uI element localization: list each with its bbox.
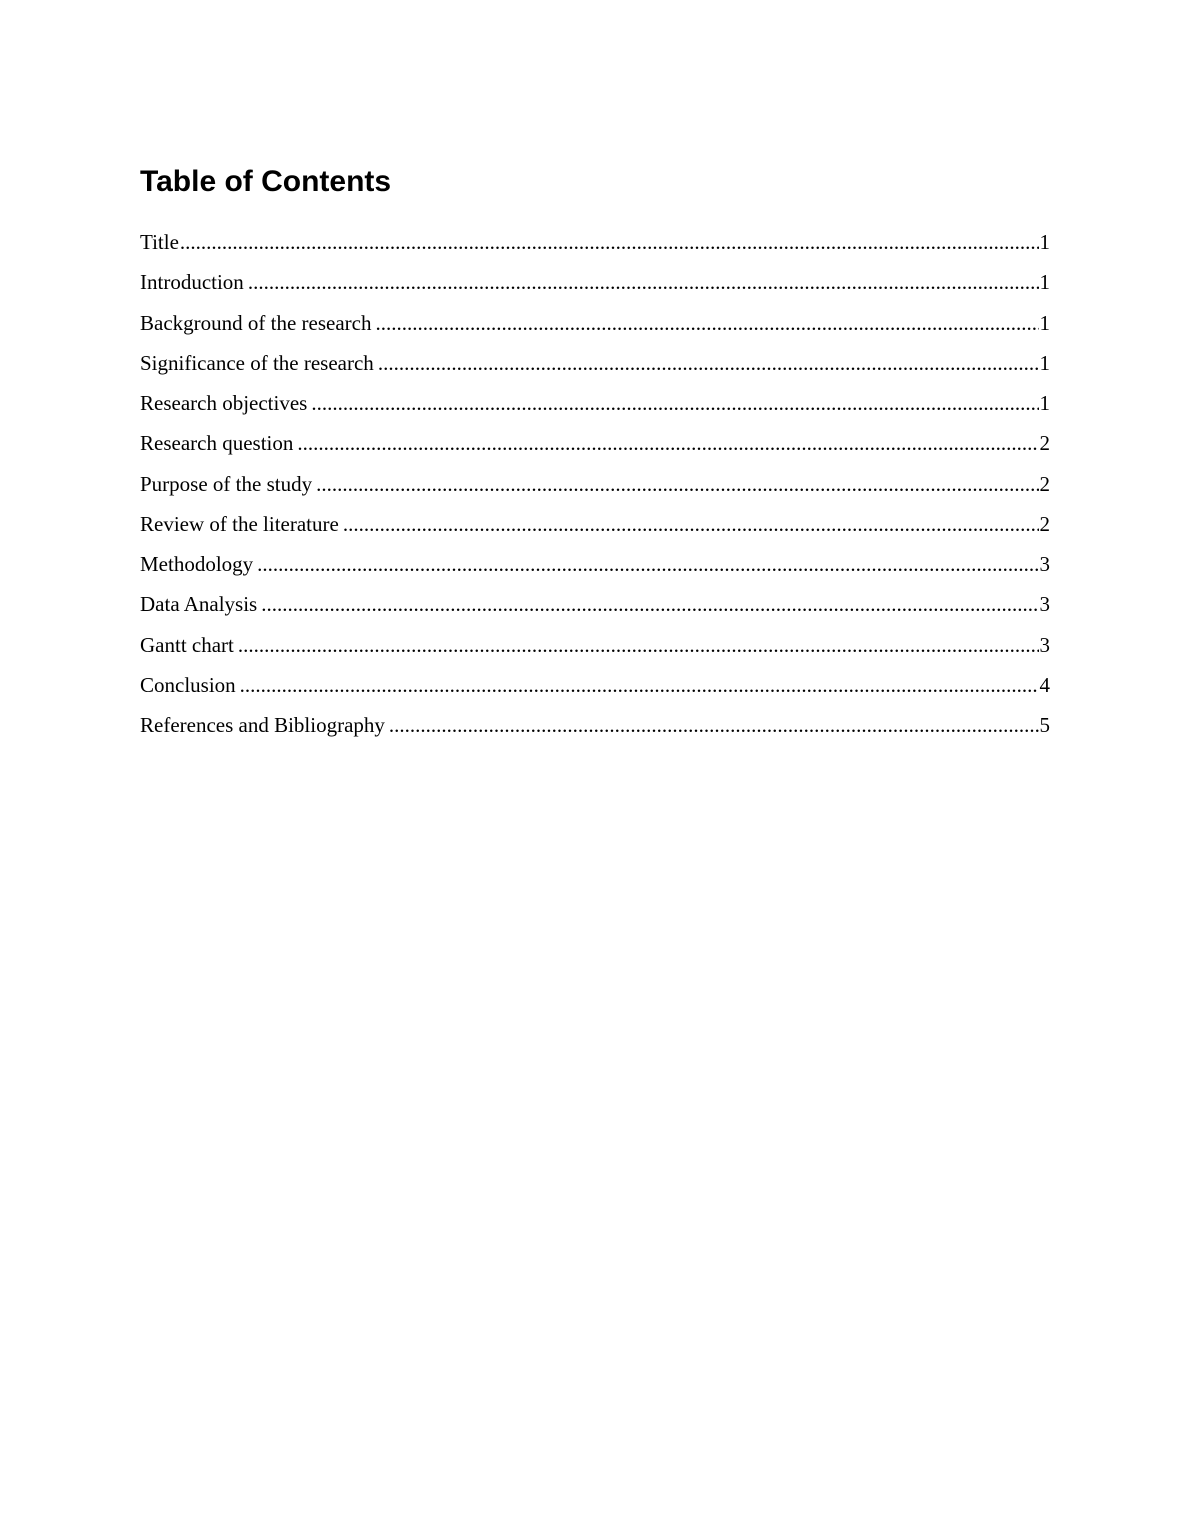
dot-leader (378, 349, 1039, 377)
toc-entry-label: Purpose of the study (140, 471, 313, 496)
toc-entry-page-number: 1 (1039, 230, 1050, 254)
toc-entry-gantt-chart[interactable] (140, 631, 1050, 671)
toc-entry-label: Introduction (140, 270, 244, 295)
toc-entry-page-number: 1 (1039, 310, 1050, 335)
toc-heading: Table of Contents (140, 165, 392, 198)
dot-leader (257, 550, 1038, 578)
toc-entry-page-number: 1 (1039, 270, 1050, 295)
dot-leader (389, 711, 1039, 739)
toc-entry-references[interactable] (140, 711, 1050, 751)
toc-entry-label: Background of the research (140, 310, 372, 335)
toc-entry-label: Significance of the research (140, 350, 374, 375)
dot-leader (297, 429, 1038, 457)
toc-entry-methodology[interactable] (140, 550, 1050, 590)
dot-leader (261, 590, 1038, 618)
dot-leader (316, 470, 1038, 498)
dot-leader (248, 268, 1039, 296)
toc-entry-research-objectives[interactable] (140, 389, 1050, 429)
dot-leader (240, 671, 1039, 699)
toc-entry-significance[interactable] (140, 349, 1050, 389)
toc-entry-page-number: 1 (1039, 350, 1050, 375)
toc-entry-page-number: 3 (1039, 632, 1050, 657)
toc-entry-label: Data Analysis (140, 592, 258, 617)
toc-entry-research-question[interactable] (140, 429, 1050, 469)
toc-entry-label: References and Bibliography (140, 713, 385, 737)
toc-entry-background[interactable] (140, 309, 1050, 349)
toc-entry-page-number: 4 (1039, 672, 1050, 697)
dot-leader (238, 631, 1039, 659)
toc-entry-title[interactable] (140, 228, 1050, 268)
toc-list (140, 228, 1050, 751)
toc-entry-page-number: 2 (1039, 471, 1050, 496)
toc-entry-purpose[interactable] (140, 470, 1050, 510)
toc-entry-page-number: 5 (1039, 713, 1050, 737)
toc-entry-label: Research question (140, 431, 294, 456)
toc-entry-page-number: 1 (1039, 391, 1050, 415)
toc-entry-page-number: 2 (1039, 511, 1050, 536)
toc-entry-label: Gantt chart (140, 632, 234, 657)
dot-leader (180, 228, 1039, 256)
toc-entry-label: Review of the literature (140, 511, 339, 536)
toc-entry-label: Methodology (140, 552, 254, 576)
toc-entry-page-number: 3 (1039, 552, 1050, 576)
dot-leader (311, 389, 1038, 417)
toc-entry-introduction[interactable] (140, 268, 1050, 308)
dot-leader (375, 309, 1038, 337)
toc-entry-page-number: 3 (1039, 592, 1050, 617)
toc-entry-literature-review[interactable] (140, 510, 1050, 550)
toc-entry-page-number: 2 (1039, 431, 1050, 456)
toc-entry-data-analysis[interactable] (140, 590, 1050, 630)
toc-entry-label: Title (140, 230, 179, 254)
toc-entry-label: Conclusion (140, 672, 236, 697)
toc-entry-conclusion[interactable] (140, 671, 1050, 711)
dot-leader (343, 510, 1039, 538)
toc-entry-label: Research objectives (140, 391, 308, 415)
